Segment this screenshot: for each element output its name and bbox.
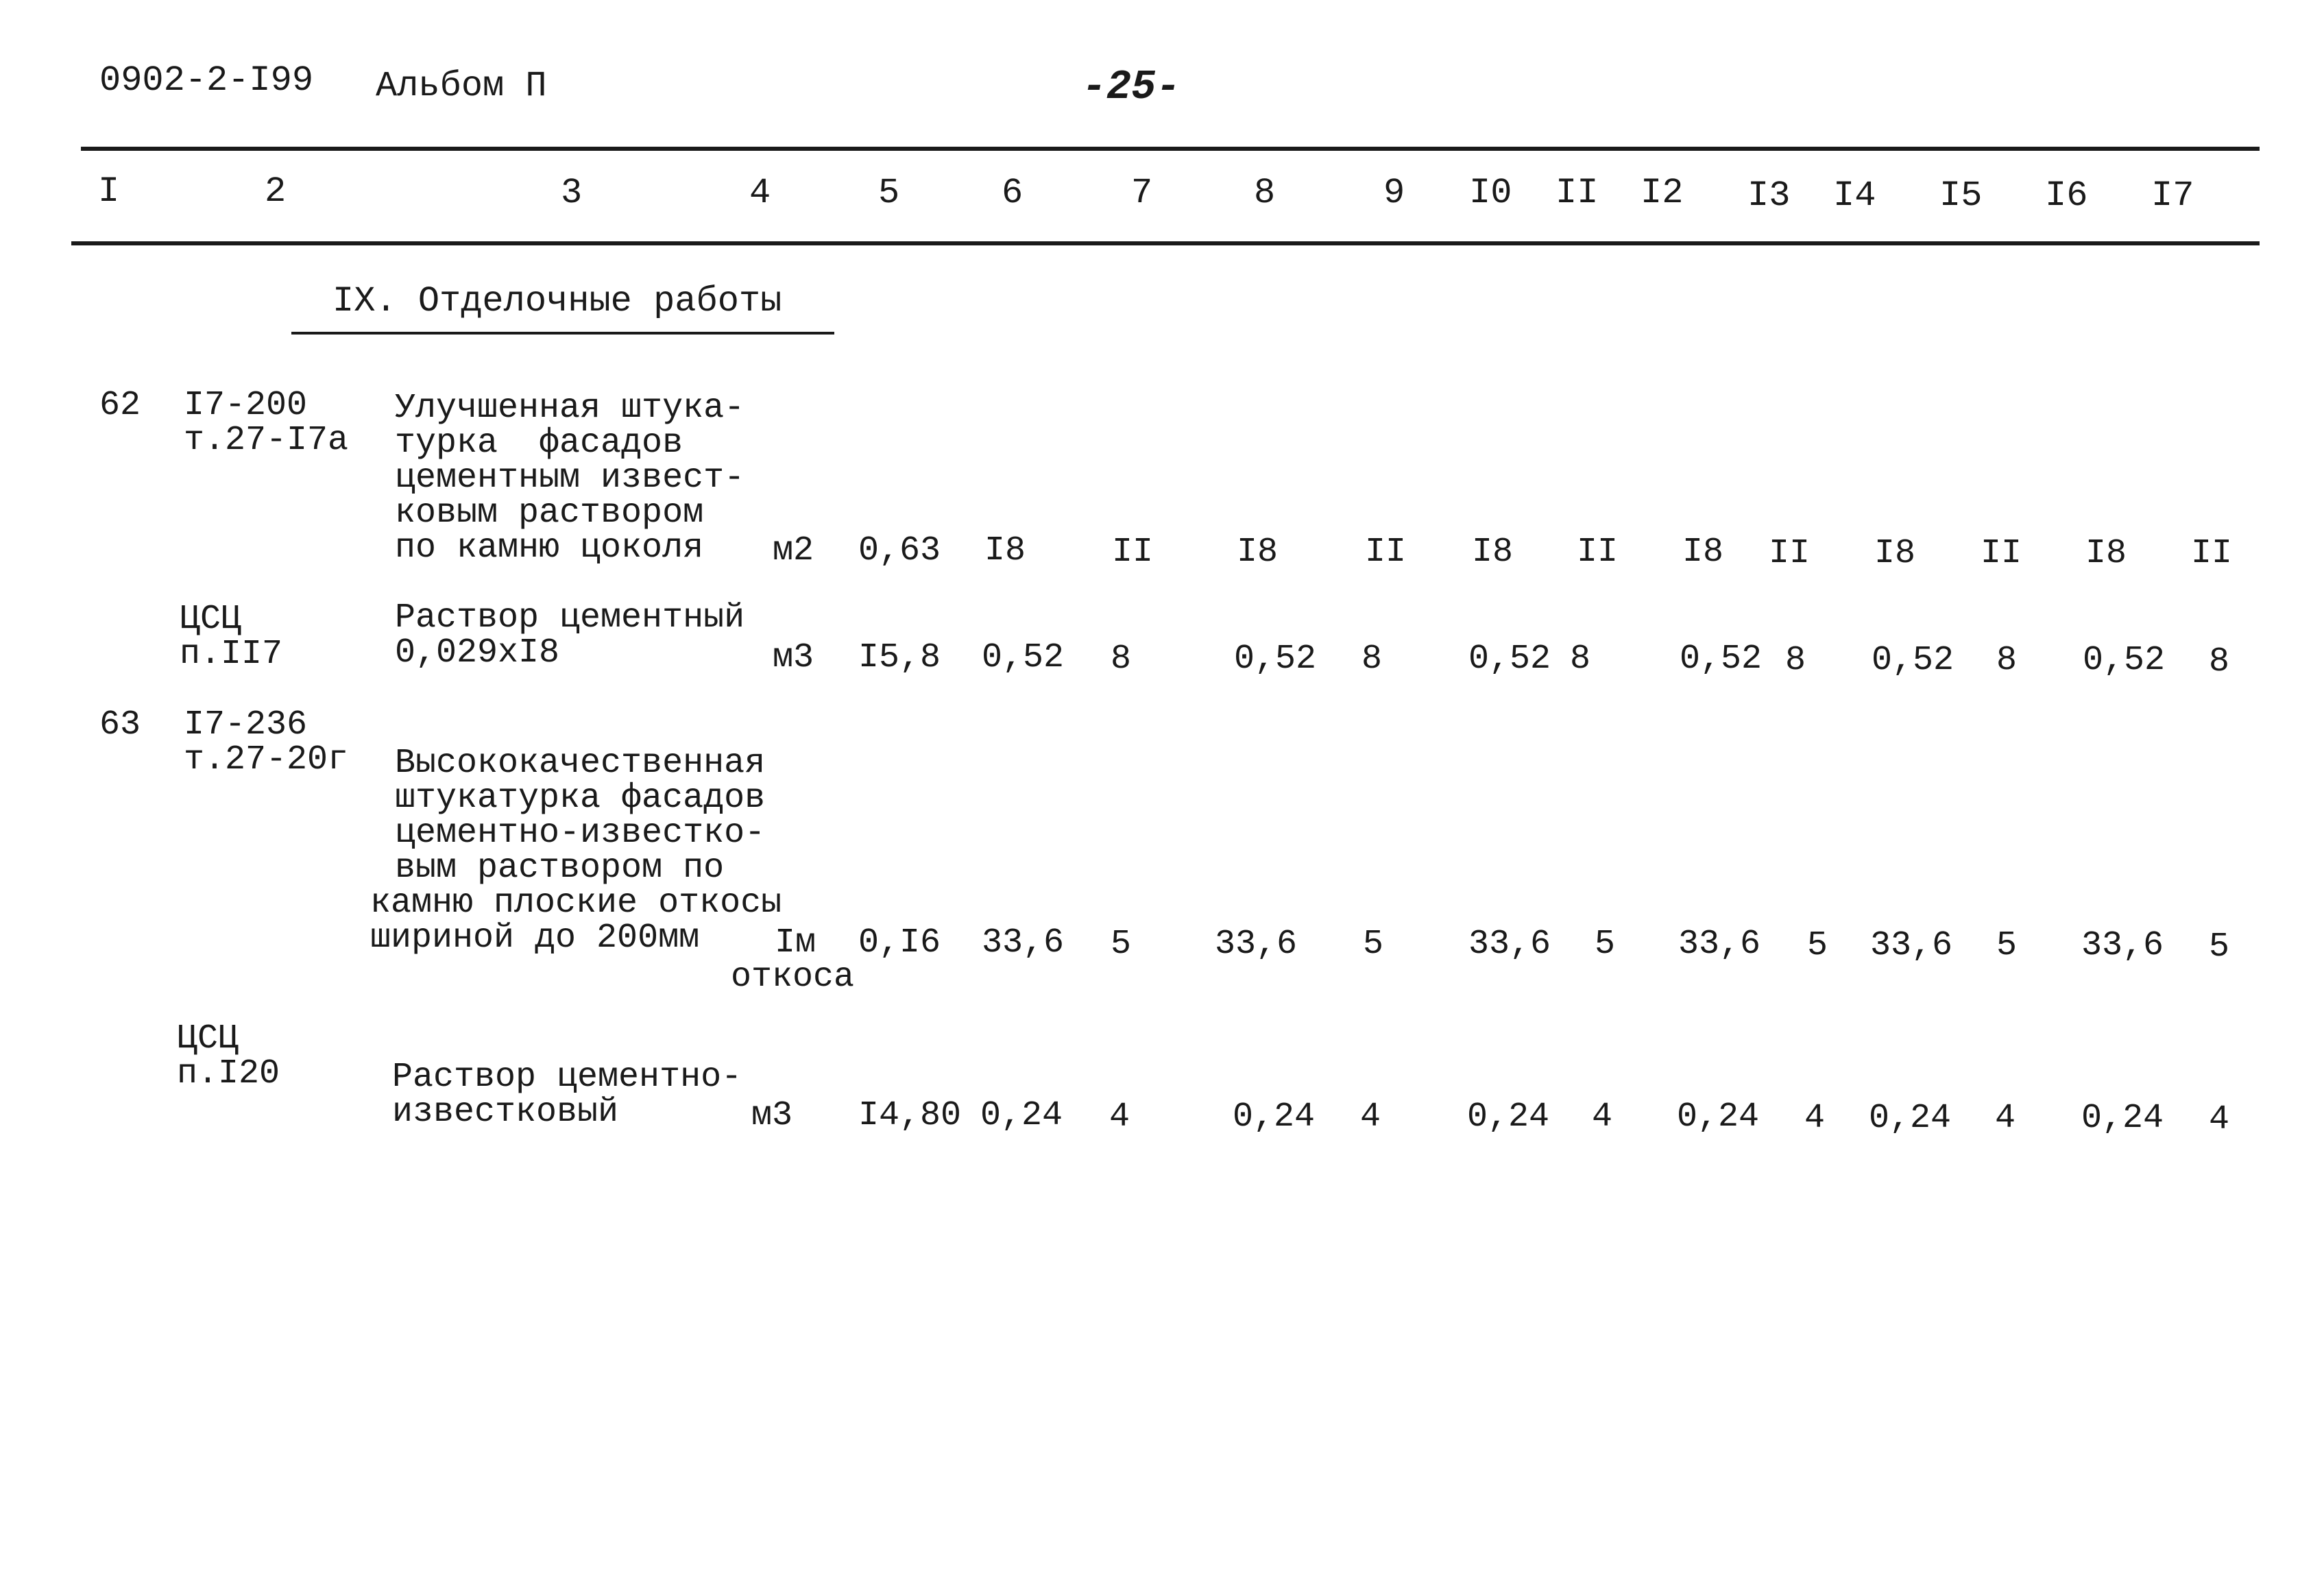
cell-col8: 0,24 xyxy=(1233,1097,1316,1137)
row-code xyxy=(184,388,348,458)
cell-col10: 0,24 xyxy=(1467,1097,1550,1137)
code-line: ЦСЦ xyxy=(180,600,242,639)
cell-col7: 8 xyxy=(1111,640,1132,679)
cell-col14: I8 xyxy=(1874,534,1916,573)
cell-col9: II xyxy=(1365,533,1407,572)
cell-col14: 0,24 xyxy=(1869,1099,1952,1138)
cell-col16: I8 xyxy=(2085,534,2127,573)
cell-col16: 33,6 xyxy=(2081,926,2164,965)
cell-col17: 4 xyxy=(2209,1100,2230,1139)
row-description xyxy=(370,746,782,956)
col-header: I0 xyxy=(1469,173,1512,213)
col-header: I5 xyxy=(1939,175,1983,216)
unit-cell: м2 xyxy=(773,531,814,570)
col-header: 2 xyxy=(265,171,287,212)
col-header: I2 xyxy=(1641,173,1684,213)
cell-col6: 0,24 xyxy=(980,1096,1063,1135)
code-line: т.27-20г xyxy=(184,740,349,779)
row-description xyxy=(395,391,745,566)
col-header: II xyxy=(1556,173,1599,213)
code-line: I7-200 xyxy=(184,386,308,425)
description-line: Высококачественная xyxy=(395,744,766,783)
section-title: IX. Отделочные работы xyxy=(332,281,782,321)
header-bottom-rule xyxy=(71,241,2260,245)
unit-cell: м3 xyxy=(773,638,814,677)
cell-col12: 0,52 xyxy=(1680,640,1763,679)
cell-col16: 0,24 xyxy=(2081,1099,2164,1138)
description-line: цементно-известко- xyxy=(395,814,766,853)
col-header: I3 xyxy=(1747,175,1791,216)
cell-col6: 33,6 xyxy=(982,923,1065,962)
code-line: ЦСЦ xyxy=(177,1019,239,1058)
description-line: турка фасадов xyxy=(395,424,683,463)
description-line: известковый xyxy=(392,1093,619,1132)
cell-col17: 8 xyxy=(2209,642,2230,681)
cell-col12: 33,6 xyxy=(1678,925,1761,964)
cell-col9: 8 xyxy=(1361,640,1383,679)
section-title-underline xyxy=(291,332,834,335)
page-number: -25- xyxy=(1082,64,1181,111)
top-rule xyxy=(81,147,2260,151)
col-header: 7 xyxy=(1131,173,1153,213)
cell-col8: 33,6 xyxy=(1215,925,1298,964)
code-line: п.II7 xyxy=(180,635,283,674)
description-line: шириной до 200мм xyxy=(370,919,700,958)
col-header: 4 xyxy=(749,173,771,213)
row-number: 62 xyxy=(99,386,141,425)
row-description xyxy=(392,1060,742,1130)
cell-col8: 0,52 xyxy=(1234,640,1317,679)
row-number: 63 xyxy=(99,705,141,744)
description-line: вым раствором по xyxy=(395,849,725,888)
cell-col14: 0,52 xyxy=(1872,641,1954,680)
description-line: 0,029хI8 xyxy=(395,633,560,672)
row-code xyxy=(177,1021,280,1091)
row-description xyxy=(395,600,745,670)
cell-col6: 0,52 xyxy=(982,638,1065,677)
cell-col7: 4 xyxy=(1109,1097,1130,1137)
col-header: 6 xyxy=(1002,173,1024,213)
unit-cell: м3 xyxy=(751,1096,793,1135)
col-header: I xyxy=(98,171,120,212)
cell-col10: 0,52 xyxy=(1468,640,1551,679)
description-line: камню плоские откосы xyxy=(370,884,782,923)
description-line: Раствор цементный xyxy=(395,598,745,638)
cell-col17: 5 xyxy=(2209,927,2230,967)
description-line: Раствор цементно- xyxy=(392,1058,742,1097)
cell-col7: II xyxy=(1112,533,1154,572)
row-code xyxy=(180,602,282,672)
cell-col15: 8 xyxy=(1996,641,2018,680)
cell-col8: I8 xyxy=(1237,533,1279,572)
row-code xyxy=(184,707,348,777)
cell-col13: II xyxy=(1769,534,1811,573)
cell-col9: 4 xyxy=(1360,1097,1381,1137)
description-line: по камню цоколя xyxy=(395,529,704,568)
cell-col13: 5 xyxy=(1807,926,1828,965)
album-label: Альбом П xyxy=(376,66,547,106)
cell-col12: 0,24 xyxy=(1677,1097,1760,1137)
description-line: штукатурка фасадов xyxy=(395,779,766,818)
cell-col15: II xyxy=(1981,534,2022,573)
cell-col13: 8 xyxy=(1785,641,1806,680)
unit-cell-continued: откоса xyxy=(731,958,855,997)
col-header: 5 xyxy=(878,173,900,213)
col-header: I4 xyxy=(1833,175,1876,216)
code-line: п.I20 xyxy=(177,1054,280,1093)
code-line: I7-236 xyxy=(184,705,308,744)
cell-col5: I5,8 xyxy=(858,638,941,677)
description-line: ковым раствором xyxy=(395,494,704,533)
cell-col12: I8 xyxy=(1682,533,1724,572)
col-header: 8 xyxy=(1254,173,1276,213)
cell-col5: I4,80 xyxy=(858,1096,962,1135)
description-line: Улучшенная штука- xyxy=(395,389,745,428)
cell-col5: 0,I6 xyxy=(858,923,941,962)
cell-col11: II xyxy=(1577,533,1619,572)
col-header: 3 xyxy=(561,173,583,213)
cell-col9: 5 xyxy=(1363,925,1384,964)
cell-col11: 8 xyxy=(1570,640,1591,679)
cell-col15: 5 xyxy=(1996,926,2018,965)
doc-code: 0902-2-I99 xyxy=(99,60,314,101)
cell-col13: 4 xyxy=(1804,1099,1826,1138)
col-header: I7 xyxy=(2151,175,2194,216)
unit-cell: Iм xyxy=(775,923,816,962)
cell-col15: 4 xyxy=(1995,1099,2016,1138)
cell-col17: II xyxy=(2191,534,2233,573)
col-header: I6 xyxy=(2045,175,2088,216)
cell-col10: I8 xyxy=(1472,533,1514,572)
description-line: цементным извест- xyxy=(395,459,745,498)
code-line: т.27-I7а xyxy=(184,421,349,460)
cell-col11: 5 xyxy=(1595,925,1616,964)
cell-col10: 33,6 xyxy=(1468,925,1551,964)
cell-col16: 0,52 xyxy=(2083,641,2166,680)
cell-col5: 0,63 xyxy=(858,531,941,570)
col-header: 9 xyxy=(1383,173,1405,213)
cell-col14: 33,6 xyxy=(1870,926,1953,965)
cell-col11: 4 xyxy=(1592,1097,1613,1137)
cell-col6: I8 xyxy=(984,531,1026,570)
cell-col7: 5 xyxy=(1111,925,1132,964)
